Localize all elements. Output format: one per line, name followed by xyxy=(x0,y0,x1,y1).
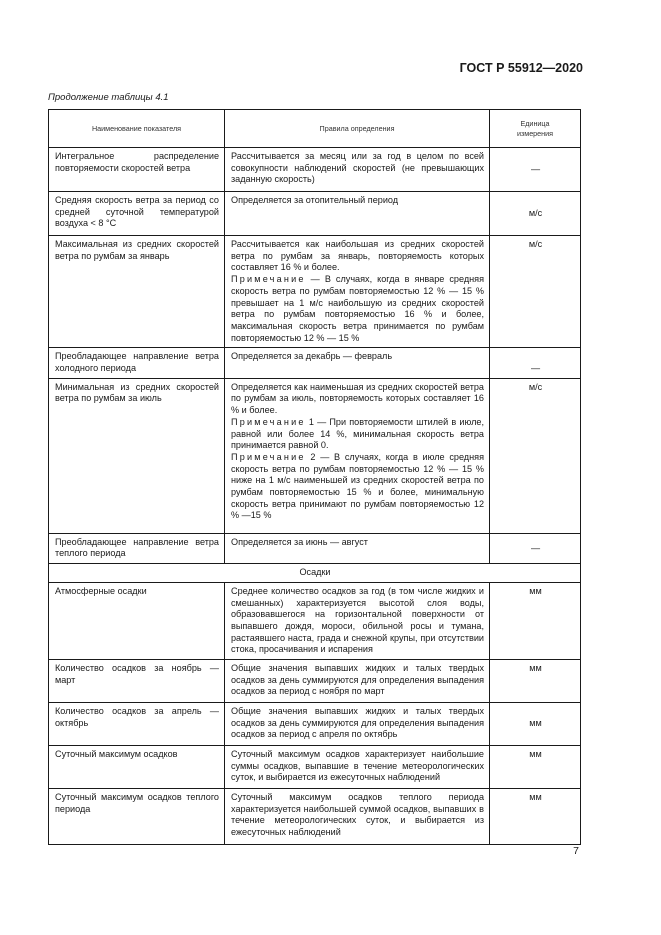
column-header-name: Наименование показателя xyxy=(49,110,225,148)
row-rule xyxy=(225,703,490,746)
table-row xyxy=(49,378,581,533)
row-unit: мм xyxy=(490,582,581,659)
rule-paragraph: Суточный максимум осадков теплого периода характеризуется наибольшей суммой осадков, выпавших в течение метеорологических суток, и выбирается из ежесуточных наблюдений xyxy=(231,792,484,838)
table-row xyxy=(49,533,581,563)
row-unit: — xyxy=(490,533,581,563)
table-row xyxy=(49,148,581,192)
row-name: Суточный максимум осадков теплого периода xyxy=(49,789,225,845)
row-rule xyxy=(225,660,490,703)
row-rule xyxy=(225,789,490,845)
row-name: Преобладающее направление ветра теплого периода xyxy=(49,533,225,563)
rule-paragraph: Среднее количество осадков за год (в том числе жидких и смешанных) характеризуется высотой слоя воды, образовавшегося на горизонтальной поверхности от выпавшего дождя, мороси, обильной росы и тумана, растаявшего наста, града и снежной крупы, при отсутствии стока, просачивания и испарения xyxy=(231,585,484,655)
table-row xyxy=(49,348,581,378)
table-row xyxy=(49,703,581,746)
rule-note: Примечание — В случаях, когда в январе средняя скорость ветра по румбам повторяемостью 12 % — 15 % превышает на 1 м/с наибольшую из средних скоростей ветра по румбам повторяемостью 16 % и более, максимальная скорость ветра принимается по румбам повторяемостью 12 % — 15 % xyxy=(231,274,484,343)
rule-paragraph: Определяется за июнь — август xyxy=(231,536,368,547)
row-unit: м/с xyxy=(490,192,581,236)
rule-paragraph: Определяется за декабрь — февраль xyxy=(231,351,393,362)
table-row xyxy=(49,192,581,236)
row-name: Минимальная из средних скоростей ветра по румбам за июль xyxy=(49,378,225,533)
section-row xyxy=(49,564,581,583)
row-rule xyxy=(225,746,490,789)
table-header-row xyxy=(49,110,581,148)
row-name: Суточный максимум осадков xyxy=(49,746,225,789)
table-caption: Продолжение таблицы 4.1 xyxy=(48,92,169,103)
table-row xyxy=(49,660,581,703)
row-name: Количество осадков за апрель — октябрь xyxy=(49,703,225,746)
row-unit: — xyxy=(490,148,581,192)
row-unit: м/с xyxy=(490,236,581,348)
row-name: Интегральное распределение повторяемости скоростей ветра xyxy=(49,148,225,192)
table-row xyxy=(49,789,581,845)
row-rule xyxy=(225,192,490,236)
indicator-table xyxy=(48,109,581,845)
rule-paragraph: Суточный максимум осадков характеризует наибольшие суммы осадков, выпавшие в течение метеорологических суток, и выбирается из ежесуточных наблюдений xyxy=(231,749,484,783)
page-number: 7 xyxy=(573,845,579,857)
note-label: Примечание xyxy=(231,451,306,462)
row-rule xyxy=(225,348,490,378)
note-label: Примечание xyxy=(231,416,306,427)
row-unit: мм xyxy=(490,746,581,789)
row-name: Количество осадков за ноябрь — март xyxy=(49,660,225,703)
rule-note: Примечание 2 — В случаях, когда в июле средняя скорость ветра по румбам повторяемостью 12 % — 15 % ниже на 1 м/с наименьшей из средних скоростей ветра по румбам повторяемостью 15 % и более, минимальную скорость ветра принимают по румбам повторяемостью 12 % —15 % xyxy=(231,451,484,521)
column-header-unit: Единица измерения xyxy=(490,110,581,148)
row-rule xyxy=(225,582,490,659)
row-rule xyxy=(225,533,490,563)
row-unit: — xyxy=(490,348,581,378)
row-name: Средняя скорость ветра за период со средней суточной температурой воздуха < 8 °С xyxy=(49,192,225,236)
row-name: Атмосферные осадки xyxy=(49,582,225,659)
row-rule xyxy=(225,236,490,348)
table-row xyxy=(49,236,581,348)
row-unit: м/с xyxy=(490,378,581,533)
table-row xyxy=(49,746,581,789)
column-header-rule: Правила определения xyxy=(225,110,490,148)
section-title: Осадки xyxy=(49,564,581,583)
row-unit: мм xyxy=(490,660,581,703)
rule-paragraph: Определяется как наименьшая из средних скоростей ветра по румбам за июль, повторяемость которых составляет 16 % и более. xyxy=(231,381,484,416)
rule-paragraph: Общие значения выпавших жидких и талых твердых осадков за день суммируются для определения выпадения осадков за период с ноября по март xyxy=(231,663,484,697)
note-label: Примечание xyxy=(231,274,306,285)
table-row xyxy=(49,582,581,659)
row-unit: мм xyxy=(490,789,581,845)
row-unit: мм xyxy=(490,703,581,746)
row-name: Максимальная из средних скоростей ветра по румбам за январь xyxy=(49,236,225,348)
rule-paragraph: Рассчитывается за месяц или за год в целом по всей совокупности наблюдений скоростей (не превышающих заданную скорость) xyxy=(231,151,484,185)
rule-paragraph: Рассчитывается как наибольшая из средних скоростей ветра по румбам за январь, повторяемость которых составляет 16 % и более. xyxy=(231,239,484,273)
row-rule xyxy=(225,148,490,192)
document-code: ГОСТ Р 55912—2020 xyxy=(459,61,583,75)
row-rule xyxy=(225,378,490,533)
rule-paragraph: Общие значения выпавших жидких и талых твердых осадков за день суммируются для определения выпадения осадков за период с апреля по октябрь xyxy=(231,706,484,740)
rule-note: Примечание 1 — При повторяемости штилей в июле, равной или более 14 %, минимальная скорость ветра принимается равной 0. xyxy=(231,416,484,451)
row-name: Преобладающее направление ветра холодного периода xyxy=(49,348,225,378)
rule-paragraph: Определяется за отопительный период xyxy=(231,195,399,205)
